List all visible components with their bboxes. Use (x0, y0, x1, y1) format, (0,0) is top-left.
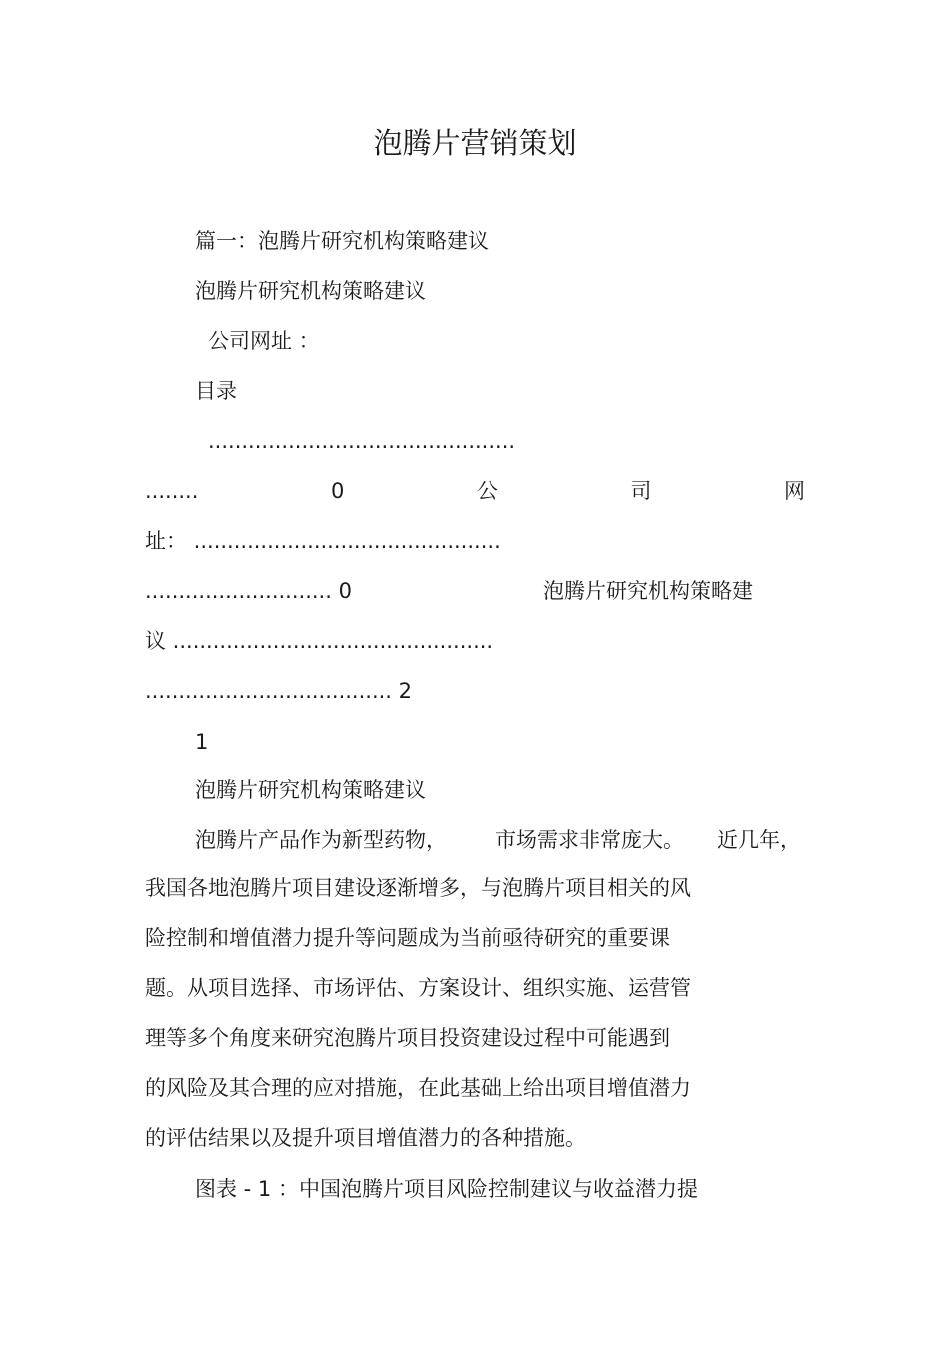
toc-line-5: 议 ................................................ (145, 629, 494, 653)
toc-char: 司 (630, 479, 652, 503)
toc-char: 网 (783, 479, 805, 503)
toc-line-2 (145, 476, 805, 506)
paragraph-line: 题。从项目选择、市场评估、方案设计、组织实施、运营管 (145, 976, 691, 1000)
toc-line-1: .............................................. (208, 429, 516, 453)
paragraph-line: 险控制和增值潜力提升等问题成为当前亟待研究的重要课 (145, 926, 670, 950)
toc-line-6: ..................................... 2 (145, 679, 413, 703)
toc-dots: ........ (145, 479, 199, 503)
paragraph-line: 我国各地泡腾片项目建设逐渐增多，与泡腾片项目相关的风 (145, 876, 691, 900)
page-marker: 1 (195, 730, 209, 754)
paragraph-line: 的评估结果以及提升项目增值潜力的各种措施。 (145, 1126, 586, 1150)
toc-page-number: 0 (330, 479, 345, 503)
subtitle: 泡腾片研究机构策略建议 (195, 279, 426, 303)
paragraph-first-c: 近几年， (717, 828, 801, 852)
paragraph-line: 的风险及其合理的应对措施，在此基础上给出项目增值潜力 (145, 1076, 691, 1100)
toc-char: 公 (476, 479, 498, 503)
paragraph-first-b: 市场需求非常庞大。 (495, 828, 684, 852)
body-heading: 泡腾片研究机构策略建议 (195, 778, 426, 802)
figure-caption: 图表 - 1 ：中国泡腾片项目风险控制建议与收益潜力提 (195, 1177, 698, 1201)
paragraph-first-a: 泡腾片产品作为新型药物， (195, 828, 447, 852)
toc-line-4-left: ............................ 0 (145, 579, 352, 603)
section-heading: 篇一：泡腾片研究机构策略建议 (195, 229, 489, 253)
toc-heading: 目录 (195, 379, 237, 403)
toc-line-3: 址： .............................................. (145, 529, 501, 553)
toc-line-4-right: 泡腾片研究机构策略建 (543, 579, 753, 603)
paragraph-line: 理等多个角度来研究泡腾片项目投资建设过程中可能遇到 (145, 1026, 670, 1050)
document-title: 泡腾片营销策划 (373, 126, 577, 160)
website-label: 公司网址 ： (208, 329, 320, 353)
